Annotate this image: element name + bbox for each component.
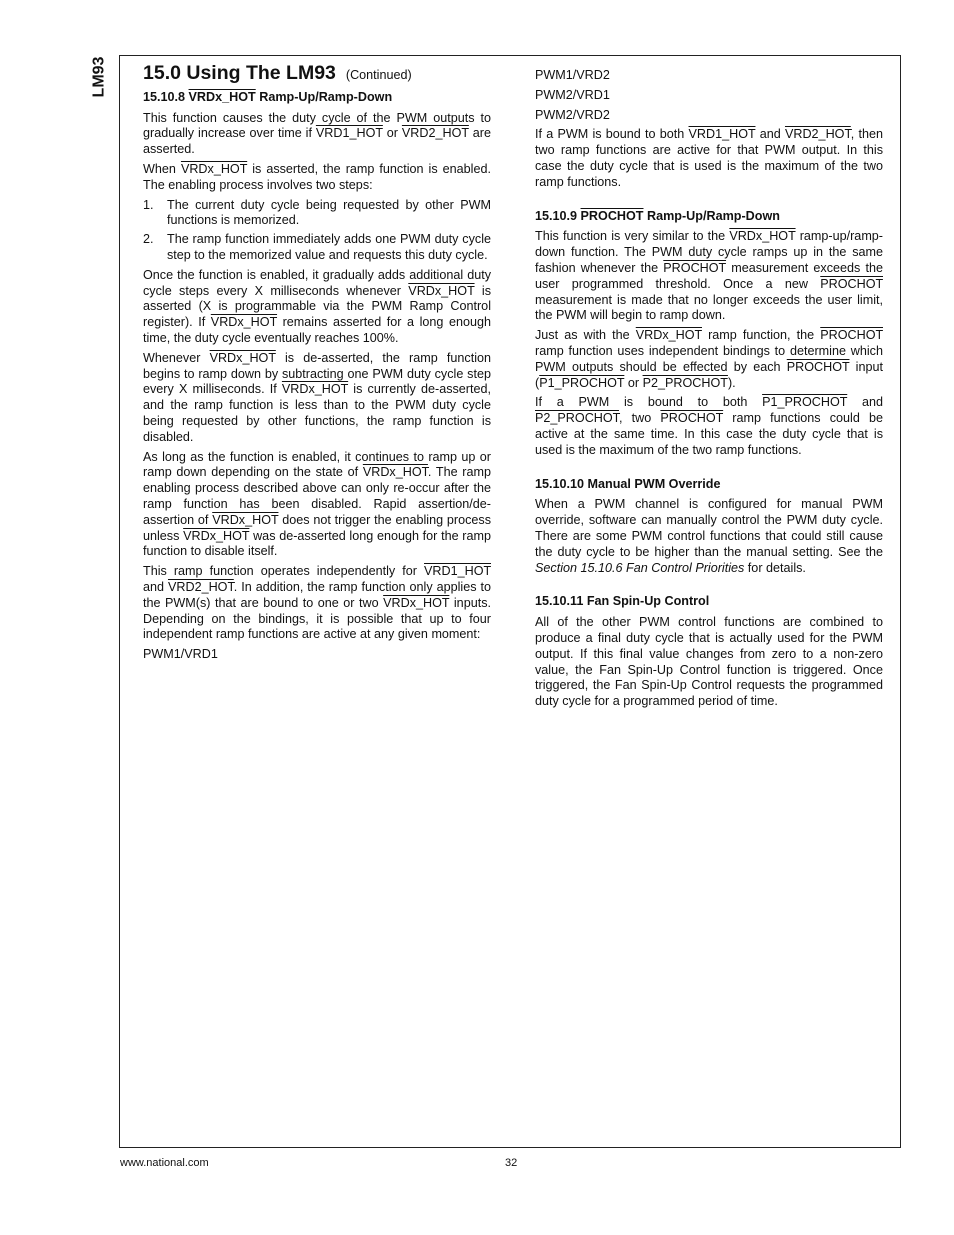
- numbered-list: [143, 198, 491, 264]
- page-number: 32: [505, 1157, 518, 1169]
- paragraph: Whenever VRDx_HOT is de-asserted, the ramp function begins to ramp down by subtracting one PWM duty cycle step every X milliseconds. If VRDx_HOT is currently de-asserted, and the ramp function is less than to the PWM duty cycle being requested by other functions, the ramp function is disabled.: [143, 350, 492, 444]
- side-label-text: LM93: [90, 56, 108, 98]
- binding-pwm2-vrd1: PWM2/VRD1: [535, 87, 610, 102]
- footer-website: www.national.com: [120, 1157, 209, 1169]
- binding-pwm1-vrd2: PWM1/VRD2: [535, 68, 610, 82]
- paragraph: When VRDx_HOT is asserted, the ramp function is enabled. The enabling process involves two steps:: [143, 161, 491, 192]
- continued-label: (Continued): [345, 68, 412, 82]
- page-frame: [119, 55, 901, 1148]
- binding-pwm1-vrd1: PWM1/VRD1: [143, 647, 218, 662]
- paragraph: Just as with the VRDx_HOT ramp function, the PROCHOT ramp function uses independent bindings to determine which PWM outputs should be effected by each PROCHOT input (P1_PROCHOT or P2_PROCHOT).: [535, 328, 883, 390]
- paragraph: This function causes the duty cycle of the PWM outputs to gradually increase over time if VRD1_HOT or VRD2_HOT are asserted.: [143, 110, 491, 157]
- section-15-10-10-heading: 15.10.10 Manual PWM Override: [535, 476, 721, 491]
- paragraph: As long as the function is enabled, it continues to ramp up or ramp down depending on the state of VRDx_HOT. The ramp enabling process described above can only re-occur after the ramp function has been disabled. Rapid assertion/de-assertion of VRDx_HOT does not trigger the enabling process unless VRDx_HOT was de-asserted long enough for the ramp function to disable itself.: [143, 449, 492, 559]
- section-reference: Section 15.10.6 Fan Control Priorities: [535, 560, 745, 575]
- side-label: [90, 56, 114, 102]
- binding-pwm2-vrd2: PWM2/VRD2: [535, 107, 610, 122]
- paragraph: This ramp function operates independently for VRD1_HOT and VRD2_HOT. In addition, the ramp function only applies to the PWM(s) that are bound to one or two VRDx_HOT inputs. Depending on the bindings, it is possible that up to four independent ramp functions are active at any given moment:: [143, 564, 491, 642]
- page-title-text: 15.0 Using The LM93: [143, 62, 336, 84]
- section-15-10-8-heading: 15.10.8 VRDx_HOT Ramp-Up/Ramp-Down: [143, 89, 393, 104]
- left-column: [143, 56, 491, 667]
- paragraph: If a PWM is bound to both VRD1_HOT and VRD2_HOT, then two ramp functions are active for that PWM output. In this case the duty cycle that is used is the maximum of the two ramp functions.: [535, 127, 884, 189]
- paragraph: This function is very similar to the VRDx_HOT ramp-up/ramp-down function. The PWM duty cycle ramps up in the same fashion whenever the PROCHOT measurement exceeds the user programmed threshold. Once a new PROCHOT measurement is made that no longer exceeds the user limit, the PWM will begin to ramp down.: [535, 229, 884, 323]
- list-item: 1. The current duty cycle being requested by other PWM functions is memorized.: [143, 197, 491, 228]
- section-15-10-11-heading: 15.10.11 Fan Spin-Up Control: [535, 594, 710, 609]
- right-column: [535, 68, 883, 714]
- list-item: 2. The ramp function immediately adds one PWM duty cycle step to the memorized value and requests this duty cycle.: [143, 232, 491, 262]
- paragraph: All of the other PWM control functions are combined to produce a final duty cycle that is actually used for the PWM output. If this final value changes from zero to a non-zero value, the Fan Spin-Up Control function is triggered. Once triggered, the Fan Spin-Up Control requests the programmed duty cycle for a programmed period of time.: [535, 615, 883, 709]
- section-15-10-9-heading: 15.10.9 PROCHOT Ramp-Up/Ramp-Down: [535, 208, 780, 223]
- paragraph: If a PWM is bound to both P1_PROCHOT and P2_PROCHOT, two PROCHOT ramp functions could be active at the same time. In this case the duty cycle that is used is the maximum of the two ramp functions.: [535, 395, 884, 457]
- page-title: [143, 62, 491, 84]
- paragraph: When a PWM channel is configured for manual PWM override, software can manually control the PWM duty cycle. There are some PWM control functions that could still cause the duty cycle to be higher than the manual setting. See the Section 15.10.6 Fan Control Priorities for details.: [535, 497, 883, 575]
- paragraph: Once the function is enabled, it gradually adds additional duty cycle steps every X milliseconds whenever VRDx_HOT is asserted (X is programmable via the PWM Ramp Control register). If VRDx_HOT remains asserted for a long enough time, the duty cycle eventually reaches 100%.: [143, 267, 491, 345]
